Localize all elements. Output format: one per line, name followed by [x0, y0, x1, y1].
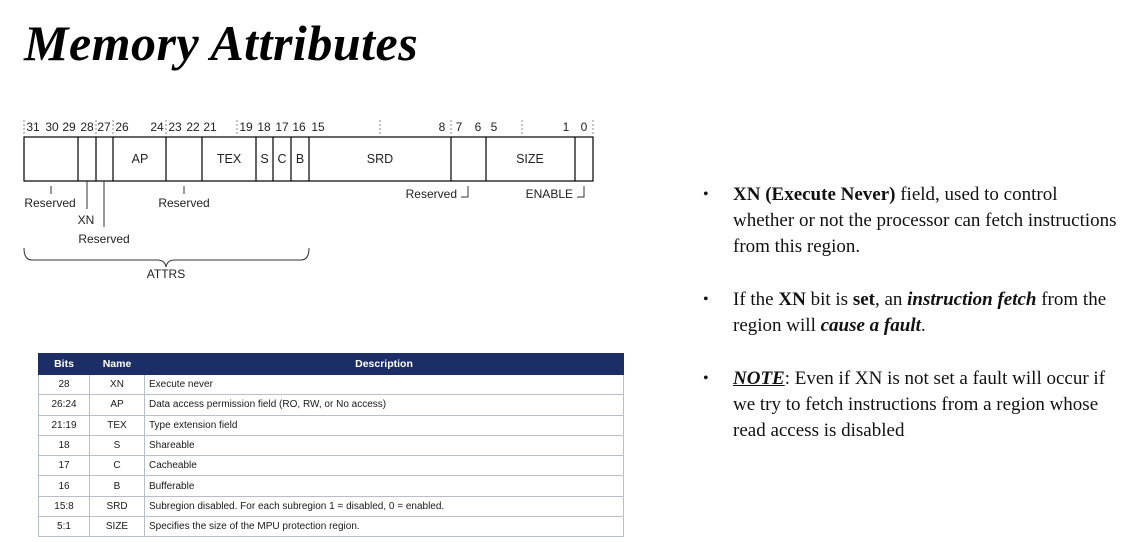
cell-bits: 17: [39, 456, 90, 476]
bit-number-labels: [26, 120, 587, 134]
bit-number-29: 29: [62, 120, 76, 134]
bullet-1-bold: XN (Execute Never): [733, 184, 896, 205]
callout-reserved-27: Reserved: [78, 232, 130, 246]
cell-bits: 21:19: [39, 415, 90, 435]
cell-description: Cacheable: [145, 456, 624, 476]
bullet-list: [703, 182, 1123, 471]
bullet-2-xn: XN: [778, 289, 806, 310]
cell-description: Data access permission field (RO, RW, or No access): [145, 395, 624, 415]
table-row: [39, 476, 624, 496]
bullet-2-fetch: instruction fetch: [907, 289, 1037, 310]
bit-number-1: 1: [562, 120, 570, 134]
bit-number-17: 17: [275, 120, 289, 134]
header-description: Description: [145, 354, 624, 375]
bit-number-24: 24: [150, 120, 164, 134]
bullet-dot-icon: •: [703, 291, 709, 308]
bit-number-0: 0: [580, 120, 588, 134]
bit-number-27: 27: [97, 120, 111, 134]
field-size: SIZE: [516, 152, 544, 166]
cell-description: Bufferable: [145, 476, 624, 496]
bit-number-28: 28: [80, 120, 94, 134]
cell-description: Execute never: [145, 375, 624, 395]
bit-number-21: 21: [203, 120, 217, 134]
field-srd: SRD: [366, 152, 394, 166]
field-s: S: [260, 152, 269, 166]
field-ap: AP: [131, 152, 149, 166]
table-row: [39, 415, 624, 435]
cell-name: B: [90, 476, 145, 496]
callout-reserved-23-22: Reserved: [158, 196, 210, 210]
header-name: Name: [90, 354, 145, 375]
bullet-2-p4: from the region will: [733, 289, 1107, 336]
bullet-xn-field: [703, 182, 1123, 260]
cell-bits: 5:1: [39, 517, 90, 537]
bullet-xn-set: [703, 287, 1123, 339]
field-c: C: [277, 152, 287, 166]
bit-number-16: 16: [292, 120, 306, 134]
bit-number-26: 26: [115, 120, 129, 134]
table-row: [39, 496, 624, 516]
cell-bits: 26:24: [39, 395, 90, 415]
callout-reserved-7-6: Reserved: [405, 187, 457, 201]
field-b: B: [295, 152, 305, 166]
bullet-2-p2: bit is: [805, 289, 853, 310]
bullet-2-fault: cause a fault: [820, 315, 921, 336]
table-row: [39, 395, 624, 415]
bullet-2-p1: If the: [733, 289, 779, 310]
callout-xn: XN: [77, 213, 95, 227]
callout-enable: ENABLE: [525, 187, 573, 201]
callout-reserved-31-29: Reserved: [24, 196, 76, 210]
cell-description: Type extension field: [145, 415, 624, 435]
slide-title: Memory Attributes: [24, 15, 419, 71]
cell-bits: 18: [39, 435, 90, 455]
field-description-table: [38, 353, 624, 537]
bullet-3-note: NOTE: [733, 368, 785, 389]
header-bits: Bits: [39, 354, 90, 375]
cell-bits: 16: [39, 476, 90, 496]
register-bit-diagram: [0, 110, 620, 295]
bullet-2-p3: , an: [874, 289, 908, 310]
callout-attrs: ATTRS: [146, 267, 186, 281]
bit-number-15: 15: [311, 120, 325, 134]
cell-name: TEX: [90, 415, 145, 435]
table-row: [39, 375, 624, 395]
bullet-dot-icon: •: [703, 370, 709, 387]
cell-description: Shareable: [145, 435, 624, 455]
bit-number-19: 19: [239, 120, 253, 134]
cell-name: S: [90, 435, 145, 455]
cell-name: AP: [90, 395, 145, 415]
bit-number-23: 23: [168, 120, 182, 134]
bit-number-30: 30: [45, 120, 59, 134]
bit-number-5: 5: [490, 120, 498, 134]
cell-bits: 15:8: [39, 496, 90, 516]
cell-description: Subregion disabled. For each subregion 1 = disabled, 0 = enabled.: [145, 496, 624, 516]
bit-number-6: 6: [474, 120, 482, 134]
bit-number-18: 18: [257, 120, 271, 134]
bullet-3-text: : Even if XN is not set a fault will occur if we try to fetch instructions from a region whose read access is disabled: [733, 368, 1106, 441]
bit-number-7: 7: [455, 120, 463, 134]
cell-name: SRD: [90, 496, 145, 516]
table-header-row: [39, 354, 624, 375]
field-tex: TEX: [216, 152, 242, 166]
callout-lines: [24, 181, 584, 267]
table-row: [39, 435, 624, 455]
bit-number-31: 31: [26, 120, 40, 134]
bit-number-8: 8: [438, 120, 446, 134]
cell-name: SIZE: [90, 517, 145, 537]
bullet-1-text: field, used to control whether or not the processor can fetch instructions from this region.: [733, 184, 1117, 257]
cell-name: C: [90, 456, 145, 476]
bit-number-22: 22: [186, 120, 200, 134]
table-row: [39, 456, 624, 476]
table-row: [39, 517, 624, 537]
bullet-2-set: set: [852, 289, 875, 310]
cell-bits: 28: [39, 375, 90, 395]
cell-name: XN: [90, 375, 145, 395]
bullet-note: [703, 366, 1123, 444]
cell-description: Specifies the size of the MPU protection region.: [145, 517, 624, 537]
bullet-dot-icon: •: [703, 186, 709, 203]
bullet-2-p5: .: [920, 315, 926, 336]
